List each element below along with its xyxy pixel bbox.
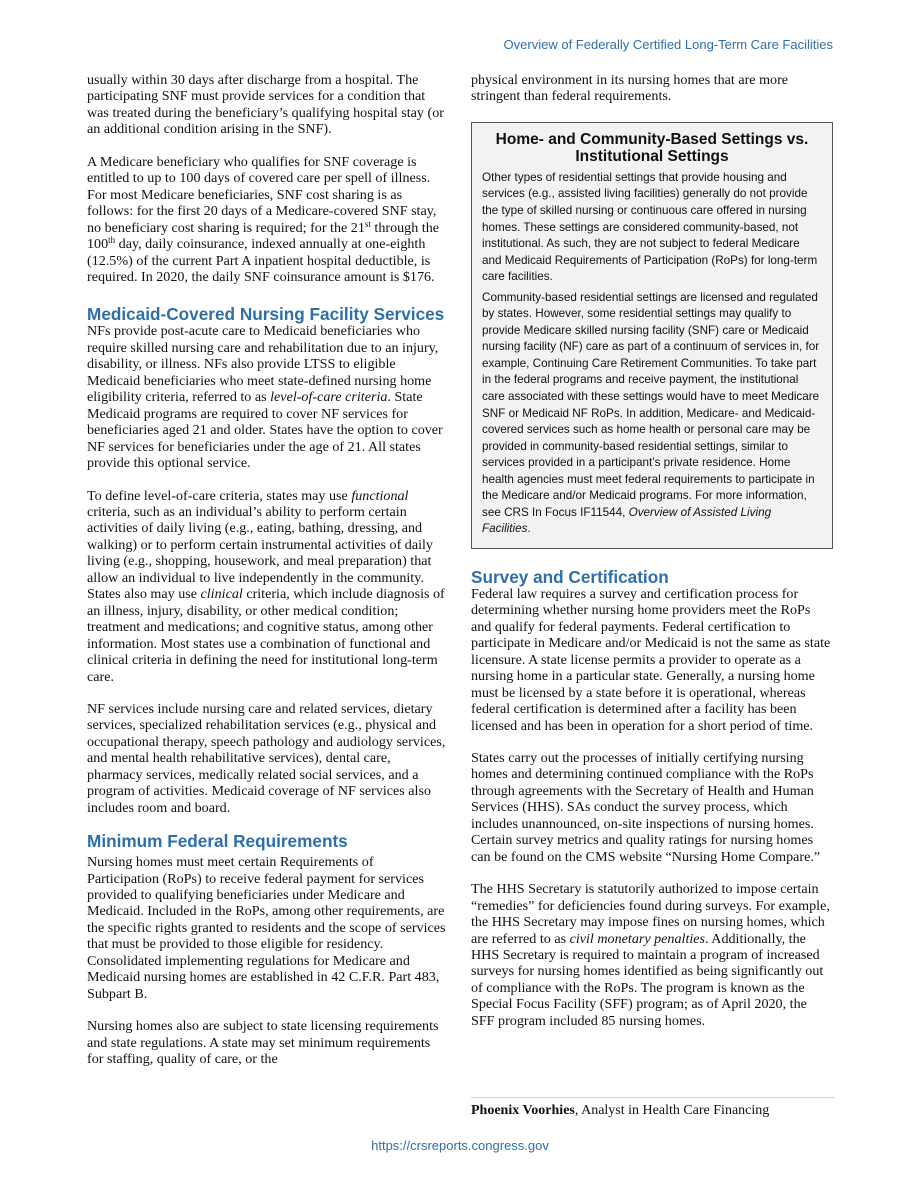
text-run: Community-based residential settings are licensed and regulated by states. However, some residential settings may qualify to provide Medicare skilled nursing facility (SNF) care or Medicaid nursing facility (NF) care as part of a continuum of services in, for example, Continuing Care Retirement Communities. To take part in the federal programs and receive payment, the institutional care associated with these settings would have to meet Medicare SNF or Medicaid NF RoPs. In addition, Medicare- and Medicaid-covered services such as home health or personal care may be provided in community-based residential settings, similar to services provided in a participant’s private residence. Home health agencies must meet federal requirements to participate in the Medicare and/or Medicaid programs. For more information, see CRS In Focus IF11544, — [482, 290, 820, 519]
text-run: The HHS Secretary is statutorily authorized to impose certain “remedies” for deficiencies found during surveys. For example, the HHS Secretary may impose fines on nursing homes, which are referred to as — [471, 881, 830, 947]
author-title: , Analyst in Health Care Financing — [574, 1103, 770, 1118]
emphasis-title: Overview of Assisted Living Facilities — [482, 505, 772, 536]
paragraph-nf-care — [87, 323, 449, 471]
sidebar-paragraph: Other types of residential settings that provide housing and services (e.g., assisted living facilities) generally do not provide the type of skilled nursing or continuous care offered in nursing homes. These settings are considered community-based, not institutional. As such, they are not subject to federal Medicare and Medicaid Requirements of Participation (RoPs) for long-term care facilities. — [482, 170, 818, 284]
text-run: . Additionally, the HHS Secretary is required to maintain a program of increased surveys for nursing homes identified as being significantly out of compliance with the RoPs. The program is known as the Special Focus Facility (SFF) program; as of April 2020, the SFF program included 85 nursing homes. — [471, 930, 824, 1029]
text-run: criteria, which include diagnosis of an illness, injury, disability, or other medical condition; treatment and medications; and cognitive status, among other information. Most states use a combination of functional and clinical criteria in defining the need for institutional long-term care. — [87, 586, 445, 685]
running-header: Overview of Federally Certified Long-Term Care Facilities — [503, 37, 833, 52]
paragraph-medicare-coverage — [87, 154, 449, 286]
heading-minimum-requirements: Minimum Federal Requirements — [87, 831, 348, 852]
text-run: To define level-of-care criteria, states may use — [87, 487, 352, 504]
paragraph-rops: Nursing homes must meet certain Requirements of Participation (RoPs) to receive federal payment for services provided to qualifying beneficiaries under Medicare and Medicaid. Included in the RoPs, among other requirements, are the specific rights granted to residents and the scope of services that must be provided to those eligible for residency. Consolidated implementing regulations for Medicare and Medicaid nursing homes are established in 42 C.F.R. Part 483, Subpart B. — [87, 854, 446, 1002]
paragraph-level-of-care-criteria — [87, 488, 449, 685]
text-run: criteria, such as an individual’s ability to perform certain activities of daily living (e.g., eating, bathing, dressing, and walking) or to perform certain instrumental activities of daily living (e.g., shopping, housework, and meal preparation) that allow an individual to live independently in the community. States also may use — [87, 503, 433, 603]
emphasis-term: functional — [351, 487, 409, 504]
footer-url[interactable]: https://crsreports.congress.gov — [371, 1138, 549, 1153]
left-column — [87, 72, 449, 1084]
emphasis-term: civil monetary penalties — [569, 930, 706, 947]
emphasis-term: clinical — [200, 586, 243, 603]
text-run: A Medicare beneficiary who qualifies for SNF coverage is entitled to up to 100 days of covered care per spell of illness. For most Medicare beneficiaries, SNF cost sharing is as follows: for the first 20 days of a Medicare-covered SNF stay, no beneficiary cost sharing is required; for the 21 — [87, 153, 437, 236]
text-run: . State Medicaid programs are required to cover NF services for beneficiaries aged 21 and older. States have the option to cover NF services for beneficiaries under the age of 21. All states provide this optional service. — [87, 389, 443, 472]
paragraph-states-certify: States carry out the processes of initially certifying nursing homes and determining continued compliance with the RoPs through agreements with the Secretary of Health and Human Services (HHS). SAs conduct the survey process, which includes unannounced, on-site inspections of nursing homes. Certain survey metrics and quality ratings for nursing homes can be found on the CMS website “Nursing Home Compare.” — [471, 750, 821, 865]
text-run: through the 100 — [87, 219, 439, 253]
sidebar-box — [471, 122, 833, 549]
heading-medicaid-services: Medicaid-Covered Nursing Facility Services — [87, 304, 445, 325]
superscript: st — [364, 218, 371, 229]
text-run: NFs provide post-acute care to Medicaid beneficiaries who require skilled nursing care and rehabilitation due to an injury, disability, or illness. NFs also provide LTSS to eligible Medicaid beneficiaries who meet state-defined nursing home eligibility criteria, referred to as — [87, 323, 439, 406]
sidebar-title: Home- and Community-Based Settings vs. Institutional Settings — [495, 130, 809, 165]
sidebar-paragraph — [482, 290, 822, 538]
heading-survey-certification: Survey and Certification — [471, 566, 669, 587]
paragraph-hhs-remedies — [471, 881, 833, 1029]
emphasis-term: level-of-care criteria — [270, 389, 388, 406]
author-divider — [471, 1097, 835, 1098]
paragraph-nf-services: NF services include nursing care and related services, dietary services, specialized rehabilitation services (e.g., physical and occupational therapy, speech pathology and audiology services, and mental health rehabilitative services), dental care, pharmacy services, medically related social services, and a program of activities. Medicaid coverage of NF services also includes room and board. — [87, 700, 446, 816]
paragraph-state-licensing: Nursing homes also are subject to state licensing requirements and state regulations. A state may set minimum requirements for staffing, quality of care, or the — [87, 1018, 439, 1068]
text-run: . — [527, 522, 531, 536]
right-column — [471, 72, 833, 1045]
paragraph-continued: physical environment in its nursing homes that are more stringent than federal requirements. — [471, 72, 789, 105]
author-name: Phoenix Voorhies — [471, 1103, 575, 1118]
author-line — [471, 1103, 769, 1119]
paragraph-survey: Federal law requires a survey and certification process for determining whether nursing home providers meet the RoPs and qualify for federal payments. Federal certification to participate in Medicare and/or Medicaid is not the same as state licensure. A state license permits a provider to operate as a nursing home in a particular state. Generally, a nursing home must be licensed by a state before it is operational, whereas federal certification is determined after a facility has been licensed and has been in operation for a short period of time. — [471, 585, 831, 734]
text-run: day, daily coinsurance, indexed annually at one-eighth (12.5%) of the current Part A inpatient hospital deductible, is required. In 2020, the daily SNF coinsurance amount is $176. — [87, 236, 435, 285]
paragraph-intro: usually within 30 days after discharge from a hospital. The participating SNF must provide services for a condition that was treated during the beneficiary’s qualifying hospital stay (or an additional condition arising in the SNF). — [87, 72, 444, 138]
superscript: th — [108, 235, 116, 246]
